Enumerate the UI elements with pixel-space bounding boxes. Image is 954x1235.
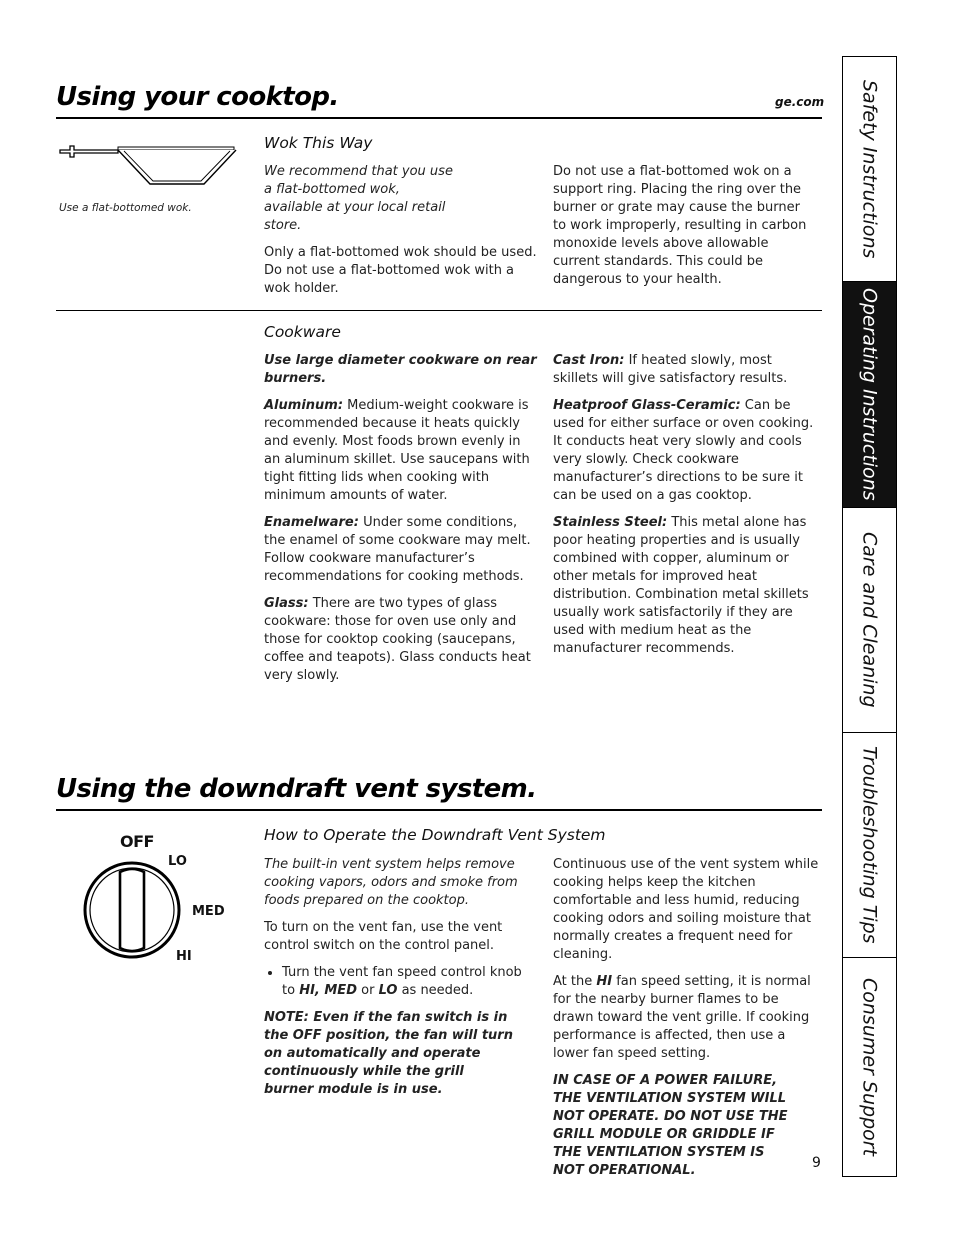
vent-power-failure-warning: IN CASE OF A POWER FAILURE, THE VENTILATION SYSTEM WILL NOT OPERATE. DO NOT USE THE GRILL MODULE OR GRIDDLE IF THE VENTILATION SYSTEM IS NOT OPERATIONAL. bbox=[553, 1073, 788, 1178]
ceramic-label: Heatproof Glass-Ceramic: bbox=[553, 398, 741, 413]
cookware-stainless-steel bbox=[553, 514, 817, 658]
cookware-aluminum bbox=[264, 397, 537, 505]
wok-usage-note: Only a flat-bottomed wok should be used. Do not use a flat-bottomed wok with a wok holder. bbox=[264, 245, 537, 296]
enamel-text: Under some conditions, the enamel of some cookware may melt. Follow cookware manufacturer’s recommendations for cooking methods. bbox=[264, 515, 531, 584]
tab-safety-instructions[interactable]: Safety Instructions bbox=[858, 79, 881, 259]
tab-consumer-support[interactable]: Consumer Support bbox=[858, 977, 881, 1157]
wok-ring-warning: Do not use a flat-bottomed wok on a support ring. Placing the ring over the burner or grate may cause the burner to work improperly, resulting in carbon monoxide levels above allowable current standards. This could be dangerous to your health. bbox=[553, 164, 807, 287]
wok-heading: Wok This Way bbox=[264, 134, 373, 152]
page-title-downdraft: Using the downdraft vent system. bbox=[56, 774, 537, 804]
enamel-label: Enamelware: bbox=[264, 515, 359, 530]
page-title-cooktop: Using your cooktop. bbox=[56, 82, 339, 112]
tab-care-and-cleaning[interactable]: Care and Cleaning bbox=[858, 532, 881, 708]
vent-continuous-use: Continuous use of the vent system while cooking helps keep the kitchen comfortable and less humid, reducing cooking odors and soiling moisture that normally creates a frequent need for cleaning. bbox=[553, 857, 819, 962]
vent-knob-illustration bbox=[80, 830, 240, 970]
wok-caption: Use a flat-bottomed wok. bbox=[59, 202, 192, 214]
wok-illustration bbox=[58, 138, 240, 190]
vent-turn-on: To turn on the vent fan, use the vent control switch on the control panel. bbox=[264, 920, 503, 953]
title-rule-2 bbox=[56, 809, 822, 811]
tab-troubleshooting-tips[interactable]: Troubleshooting Tips bbox=[858, 746, 881, 944]
section-tabs bbox=[842, 56, 897, 1177]
title-rule bbox=[56, 117, 822, 119]
ceramic-text: Can be used for either surface or oven cooking. It conducts heat very slowly and cools very slowly. Check cookware manufacturer’s directions to be sure it can be used on a gas cooktop. bbox=[553, 398, 814, 503]
page-number: 9 bbox=[812, 1155, 821, 1171]
glass-text: There are two types of glass cookware: those for oven use only and those for cooktop cooking (saucepans, coffee and teapots). Glass conducts heat very slowly. bbox=[264, 596, 531, 683]
cookware-cast-iron bbox=[553, 352, 817, 388]
steel-label: Stainless Steel: bbox=[553, 515, 668, 530]
vent-heading: How to Operate the Downdraft Vent System bbox=[264, 826, 606, 844]
aluminum-text: Medium-weight cookware is recommended because it heats quickly and evenly. Most foods brown evenly in an aluminum skillet. Use saucepans with tight fitting lids when cooking with minimum amounts of water. bbox=[264, 398, 530, 503]
tab-operating-instructions[interactable]: Operating Instructions bbox=[843, 282, 896, 507]
wok-recommendation: We recommend that you use a flat-bottomed wok, available at your local retail store. bbox=[264, 164, 453, 233]
cookware-enamelware bbox=[264, 514, 537, 586]
cookware-glass bbox=[264, 595, 537, 685]
vent-hi-setting: At the HI fan speed setting, it is normal for the nearby burner flames to be drawn toward the vent grille. If cooking performance is affected, then use a lower fan speed setting. bbox=[553, 974, 811, 1061]
castiron-text: If heated slowly, most skillets will give satisfactory results. bbox=[553, 353, 788, 386]
aluminum-label: Aluminum: bbox=[264, 398, 344, 413]
knob-med-label: MED bbox=[192, 904, 225, 919]
knob-hi-label: HI bbox=[176, 949, 192, 964]
vent-note: NOTE: Even if the fan switch is in the OFF position, the fan will turn on automatically and operate continuously while the grill burner module is in use. bbox=[264, 1010, 513, 1097]
list-item: • Turn the vent fan speed control knob to HI, MED or LO as needed. bbox=[282, 964, 532, 1000]
castiron-label: Cast Iron: bbox=[553, 353, 625, 368]
glass-label: Glass: bbox=[264, 596, 309, 611]
cookware-glass-ceramic bbox=[553, 397, 817, 505]
site-url: ge.com bbox=[775, 95, 825, 109]
section-divider bbox=[56, 310, 822, 311]
cookware-heading: Cookware bbox=[264, 323, 341, 341]
cookware-intro: Use large diameter cookware on rear burners. bbox=[264, 353, 537, 386]
vent-intro: The built-in vent system helps remove cooking vapors, odors and smoke from foods prepared on the cooktop. bbox=[264, 857, 518, 908]
steel-text: This metal alone has poor heating properties and is usually combined with copper, aluminum or other metals for improved heat distribution. Combination metal skillets usually work satisfactorily if they are used with medium heat as the manufacturer recommends. bbox=[553, 515, 809, 656]
knob-lo-label: LO bbox=[168, 854, 187, 869]
vent-instructions-list bbox=[264, 964, 532, 1000]
knob-off-label: OFF bbox=[120, 832, 154, 851]
